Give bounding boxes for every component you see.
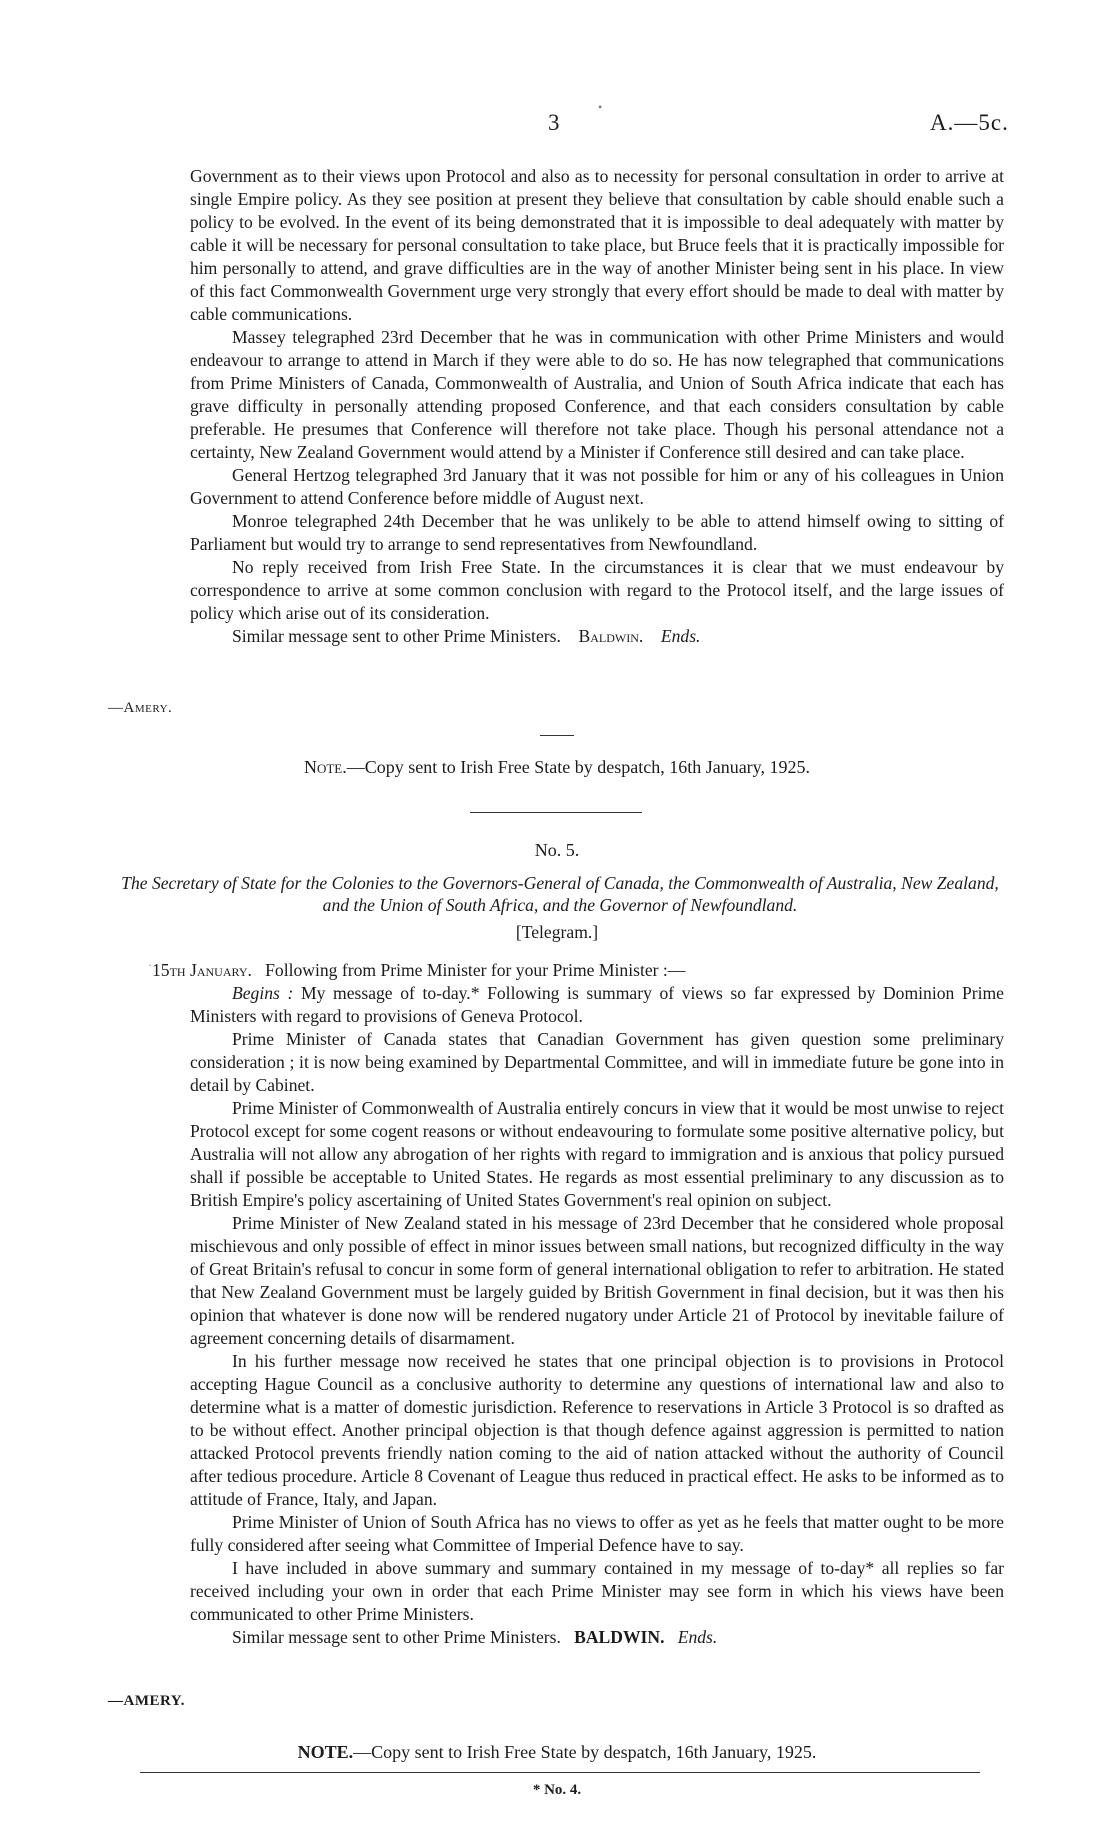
message-number: No. 5. — [534, 840, 580, 860]
footnote: * No. 4. — [532, 1782, 582, 1798]
closing-end: Ends. — [677, 1627, 718, 1647]
closing-text: Similar message sent to other Prime Ministers. — [232, 1627, 561, 1647]
note-text: —Copy sent to Irish Free State by despatch, 16th January, 1925. — [353, 1742, 817, 1762]
note — [0, 1742, 1114, 1763]
print-mark: · — [148, 958, 152, 972]
footnote-rule — [140, 1772, 980, 1773]
closing-name: Baldwin. — [578, 626, 644, 646]
telegram-label: [Telegram.] — [515, 922, 599, 942]
message-title: The Secretary of State for the Colonies to the Governors-General of Canada, the Commonwealth of Australia, New Zealand, and the Union of South Africa, and the Governor of Newfoundland. — [121, 873, 999, 915]
begins-text: My message of to-day.* Following is summary of views so far expressed by Dominion Prime Ministers with regard to provisions of Geneva Protocol. — [190, 983, 1004, 1026]
begins-paragraph — [190, 982, 1004, 1028]
paragraph: Monroe telegraphed 24th December that he was unlikely to be able to attend himself owing to sitting of Parliament but would try to arrange to send representatives from Newfoundland. — [190, 511, 1004, 554]
paragraph: Prime Minister of Union of South Africa has no views to offer as yet as he feels that matter ought to be more fully considered after seeing what Committee of Imperial Defence have to say. — [190, 1512, 1004, 1555]
paragraph: Prime Minister of Canada states that Canadian Government has given question some preliminary consideration ; it is now being examined by Departmental Committee, and will in immediate future be gone into in detail by Cabinet. — [190, 1029, 1004, 1095]
section1-body — [190, 165, 1004, 648]
closing-line — [190, 1626, 1004, 1649]
note-text: —Copy sent to Irish Free State by despatch, 16th January, 1925. — [346, 757, 811, 777]
print-mark: • — [598, 100, 603, 114]
note-label: Note. — [303, 757, 347, 777]
opening-text: Following from Prime Minister for your Prime Minister :— — [265, 960, 686, 980]
begins-label: Begins : — [232, 983, 294, 1003]
paragraph: Massey telegraphed 23rd December that he was in communication with other Prime Ministers and would endeavour to arrange to attend in March if they were able to do so. He has now telegraphed that communications from Prime Ministers of Canada, Commonwealth of Australia, and Union of South Africa indicate that each has grave difficulty in personally attending proposed Conference, and that each considers consultation by cable preferable. He presumes that Conference will therefore not take place. Though his personal attendance not a certainty, New Zealand Government would attend by a Minister if Conference still desired and can take place. — [190, 327, 1004, 462]
closing-name: BALDWIN. — [574, 1627, 665, 1647]
closing-line — [190, 625, 1004, 648]
paragraph: Prime Minister of Commonwealth of Australia entirely concurs in view that it would be most unwise to reject Protocol except for some cogent reasons or without endeavouring to formulate some positive alternative policy, but Australia will not allow any abrogation of her rights with regard to immigration and is anxious that policy pursued shall if possible be acceptable to United States. He regards as most essential preliminary to any discussion as to British Empire's policy ascertaining of United States Government's real opinion on subject. — [190, 1098, 1004, 1210]
paragraph: Prime Minister of New Zealand stated in his message of 23rd December that he considered whole proposal mischievous and only possible of effect in minor issues between small nations, but recognized difficulty in the way of Great Britain's refusal to concur in some form of general international obligation to refer to arbitration. He stated that New Zealand Government must be largely guided by British Government in final decision, but it was then his opinion that whatever is done now will be rendered nugatory under Article 21 of Protocol by inevitable failure of agreement concerning details of disarmament. — [190, 1213, 1004, 1348]
page-number: 3 — [548, 110, 560, 135]
paragraph: Government as to their views upon Protocol and also as to necessity for personal consultation in order to arrive at single Empire policy. As they see position at present they believe that consultation by cable should enable such a policy to be evolved. In the event of its being demonstrated that it is impossible to deal adequately with matter by cable it will be necessary for personal consultation to take place, but Bruce feels that it is practically impossible for him personally to attend, and grave difficulties are in the way of another Minister being sent in his place. In view of this fact Commonwealth Government urge very strongly that every effort should be made to deal with matter by cable communications. — [190, 166, 1004, 324]
paragraph: No reply received from Irish Free State. In the circumstances it is clear that we must endeavour by correspondence to arrive at some common conclusion with regard to the Protocol itself, and the large issues of policy which arise out of its consideration. — [190, 557, 1004, 623]
closing-text: Similar message sent to other Prime Ministers. — [232, 626, 561, 646]
paragraph: In his further message now received he states that one principal objection is to provisions in Protocol accepting Hague Council as a conclusive authority to determine any questions of international law and also to determine what is a matter of domestic jurisdiction. Reference to reservations in Article 3 Protocol is so drafted as to be without effect. Another principal objection is that though defence against aggression is permitted to nation attacked Protocol prevents friendly nation coming to the aid of nation attacked without the authority of Council after tedious procedure. Article 8 Covenant of League thus reduced in practical effect. He asks to be informed as to attitude of France, Italy, and Japan. — [190, 1351, 1004, 1509]
note-label: NOTE. — [297, 1742, 354, 1762]
short-divider — [540, 735, 574, 736]
signature — [108, 1693, 185, 1710]
section2-body — [190, 982, 1004, 1649]
paragraph: I have included in above summary and summary contained in my message of to-day* all replies so far received including your own in order that each Prime Minister may see form in which his views have been communicated to other Prime Ministers. — [190, 1558, 1004, 1624]
closing-end: Ends. — [660, 626, 701, 646]
document-reference: A.—5c. — [930, 110, 1009, 135]
note — [0, 757, 1114, 778]
paragraph: General Hertzog telegraphed 3rd January that it was not possible for him or any of his colleagues in Union Government to attend Conference before middle of August next. — [190, 465, 1004, 508]
signature: —Amery. — [108, 700, 173, 716]
message-date: 15th January. — [152, 960, 252, 980]
opening-line — [152, 960, 685, 981]
signature-text: —AMERY. — [108, 1693, 186, 1709]
section-divider — [470, 812, 642, 813]
